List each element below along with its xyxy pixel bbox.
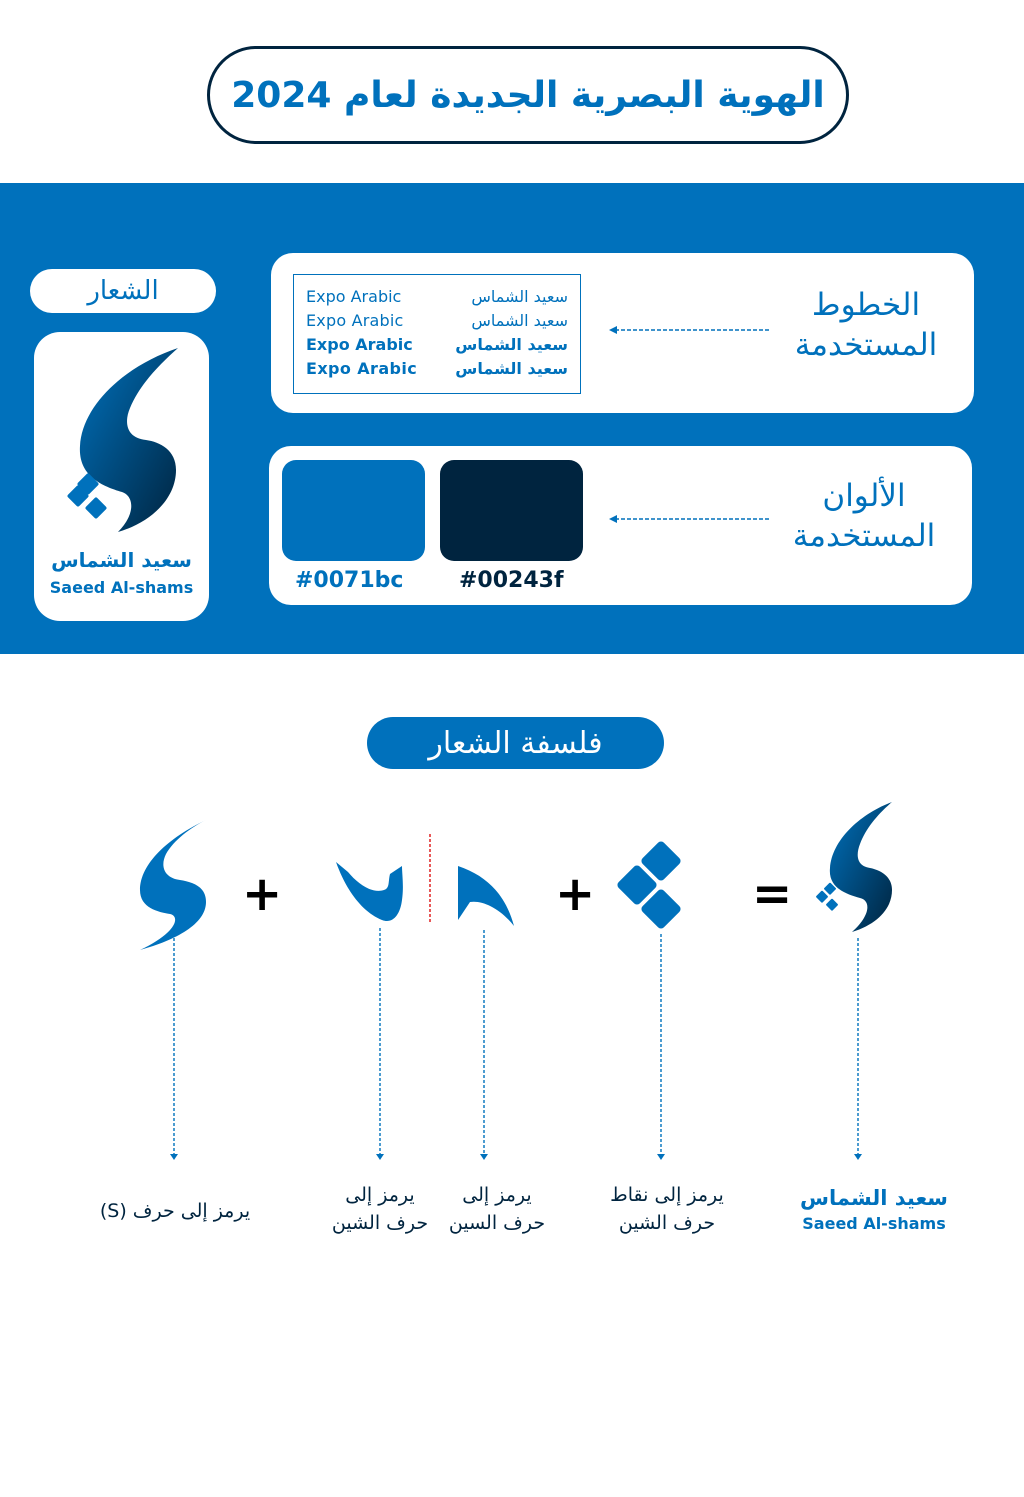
caption-sheen <box>318 1181 442 1237</box>
font-sample-regular <box>306 309 568 333</box>
caption-dots-line1: يرمز إلى نقاط <box>610 1184 724 1206</box>
caption-sheen-line2: حرف الشين <box>331 1212 429 1234</box>
colors-card <box>269 446 972 605</box>
result-logo-shape-icon <box>816 802 892 932</box>
swatch-brand-navy <box>440 460 583 561</box>
philosophy-diagram <box>0 790 1024 1170</box>
colors-heading-line1: الألوان <box>822 478 906 514</box>
seen-stroke-shape-icon <box>458 866 514 926</box>
pointer-arrowheads <box>170 1154 862 1160</box>
fonts-card <box>271 253 974 413</box>
font-sample-arabic: سعيد الشماس <box>455 359 568 378</box>
caption-sheen-line1: يرمز إلى <box>345 1184 415 1206</box>
logo-mark-icon <box>64 346 180 546</box>
arrow-left-icon <box>609 514 771 524</box>
plus-operator: + <box>555 866 596 922</box>
colors-heading <box>769 476 959 556</box>
font-sample-latin: Expo Arabic <box>306 287 402 306</box>
equals-operator: = <box>752 866 793 922</box>
pointer-lines <box>174 928 858 1154</box>
title-pill <box>207 46 849 144</box>
logo-name-arabic: سعيد الشماس <box>51 548 192 572</box>
fonts-heading-line2: المستخدمة <box>794 327 938 363</box>
hex-brand-navy: #00243f <box>459 568 564 593</box>
caption-dots-line2: حرف الشين <box>618 1212 716 1234</box>
page-title: الهوية البصرية الجديدة لعام 2024 <box>231 74 825 116</box>
philosophy-pill <box>367 717 664 769</box>
font-sample-latin: Expo Arabic <box>306 311 404 330</box>
caption-seen-line2: حرف السين <box>448 1212 546 1234</box>
fonts-heading <box>771 285 961 365</box>
font-sample-light <box>306 285 568 309</box>
logo-name-english: Saeed Al-shams <box>49 578 194 597</box>
logo-label-pill <box>30 269 216 313</box>
plus-operator: + <box>242 866 283 922</box>
philosophy-title: فلسفة الشعار <box>428 725 603 761</box>
arrow-left-icon <box>609 325 771 335</box>
fonts-heading-line1: الخطوط <box>811 287 921 323</box>
caption-dots <box>592 1181 742 1237</box>
font-sample-arabic: سعيد الشماس <box>471 311 568 330</box>
swatch-brand-blue <box>282 460 425 561</box>
sheen-stroke-shape-icon <box>336 862 403 921</box>
font-samples-box <box>293 274 581 394</box>
caption-result-english: Saeed Al-shams <box>802 1214 946 1233</box>
caption-s-letter: يرمز إلى حرف (S) <box>99 1200 251 1222</box>
colors-heading-line2: المستخدمة <box>792 518 936 554</box>
font-sample-bold <box>306 357 568 381</box>
s-letter-shape-icon <box>140 820 206 950</box>
logo-card <box>34 332 209 621</box>
logo-label: الشعار <box>87 276 159 306</box>
caption-result-arabic: سعيد الشماس <box>800 1186 948 1210</box>
font-sample-latin: Expo Arabic <box>306 335 413 354</box>
font-sample-arabic: سعيد الشماس <box>455 335 568 354</box>
font-sample-arabic: سعيد الشماس <box>471 287 568 306</box>
font-sample-latin: Expo Arabic <box>306 359 418 378</box>
caption-seen-line1: يرمز إلى <box>462 1184 532 1206</box>
font-sample-medium <box>306 333 568 357</box>
caption-seen <box>438 1181 556 1237</box>
sheen-dots-shape-icon <box>616 840 682 930</box>
hex-brand-blue: #0071bc <box>295 568 404 593</box>
